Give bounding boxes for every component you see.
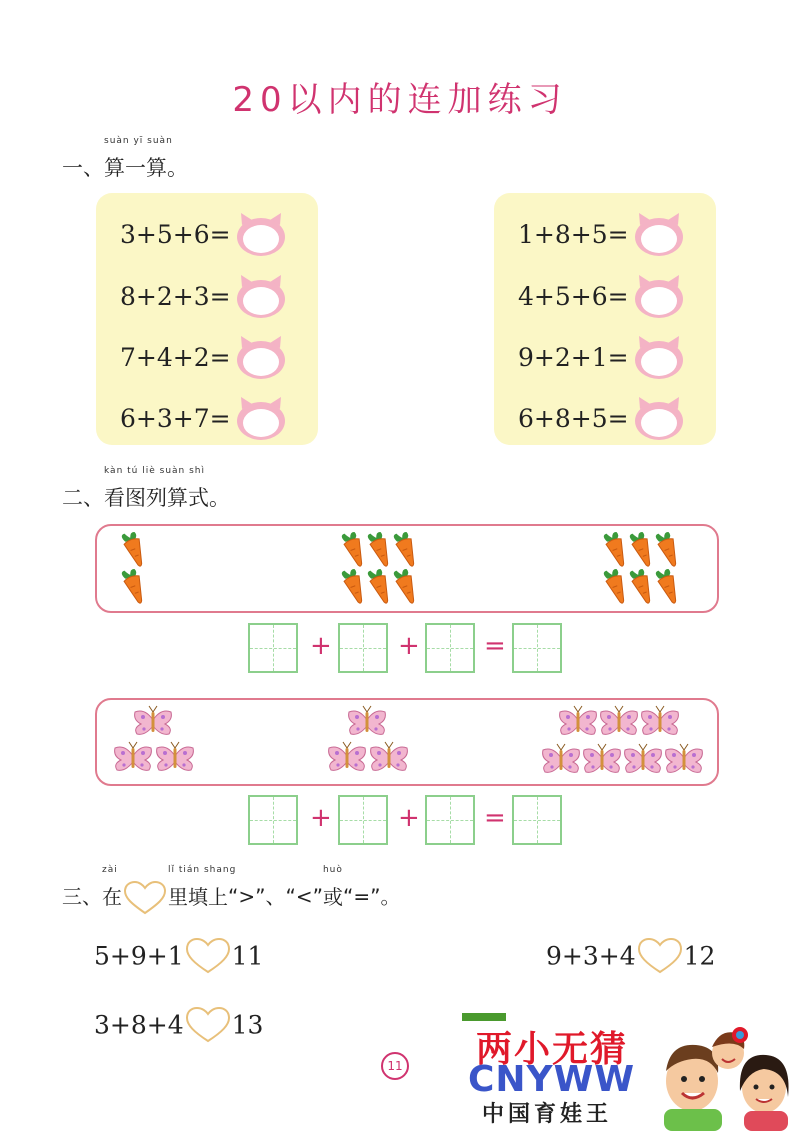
- equation-row: [120, 211, 287, 257]
- cat-answer-bubble-icon[interactable]: [235, 273, 287, 319]
- answer-row-2: [248, 795, 568, 847]
- section1-header: [62, 136, 188, 182]
- worksheet-title: 20以内的连加练习: [232, 80, 568, 120]
- equation-row: [120, 273, 287, 319]
- carrot-icon: [367, 566, 394, 605]
- section2-text: 看图列算式。: [104, 486, 230, 510]
- heart-answer-icon[interactable]: [184, 937, 232, 975]
- section3-header: [62, 864, 401, 916]
- comparison-expression: 5+9+1: [94, 941, 184, 971]
- carrot-icon: [393, 566, 420, 605]
- butterfly-icon: [115, 742, 152, 770]
- comparison-row: [546, 937, 715, 975]
- cat-answer-bubble-icon[interactable]: [633, 334, 685, 380]
- right-equation-panel: [494, 193, 716, 445]
- carrot-picture: [97, 526, 717, 611]
- section3-options: “>”、“<”: [228, 884, 323, 909]
- cat-answer-bubble-icon[interactable]: [633, 211, 685, 257]
- plus-sign: +: [310, 803, 332, 833]
- section3-pre-ruby: [102, 864, 122, 910]
- section2-ruby: [104, 466, 230, 512]
- answer-row-1: [248, 623, 568, 675]
- section1-label: 一、: [62, 156, 104, 180]
- page-number: 11: [381, 1052, 409, 1080]
- cat-answer-bubble-icon[interactable]: [235, 395, 287, 441]
- cat-answer-bubble-icon[interactable]: [633, 273, 685, 319]
- butterfly-icon: [666, 744, 703, 772]
- plus-sign: +: [398, 803, 420, 833]
- answer-grid-box[interactable]: [338, 795, 388, 845]
- equation-text: 6+8+5=: [518, 403, 629, 433]
- butterfly-icon: [584, 744, 621, 772]
- comparison-value: 13: [231, 1010, 264, 1040]
- equation-row: [518, 334, 685, 380]
- equals-sign: =: [484, 631, 506, 661]
- carrot-icon: [629, 566, 656, 605]
- carrot-icon: [655, 529, 682, 568]
- section3-post: 里填上: [168, 884, 228, 909]
- section1-ruby: [104, 136, 188, 182]
- butterfly-icon: [560, 706, 597, 734]
- butterfly-icon: [157, 742, 194, 770]
- butterfly-icon: [371, 742, 408, 770]
- comparison-value: 11: [231, 941, 264, 971]
- answer-grid-box[interactable]: [425, 795, 475, 845]
- equation-row: [120, 395, 287, 441]
- carrot-icon: [341, 529, 368, 568]
- carrot-icon: [367, 529, 394, 568]
- section2-label: 二、: [62, 486, 104, 510]
- plus-sign: +: [398, 631, 420, 661]
- answer-grid-box[interactable]: [248, 623, 298, 673]
- answer-grid-box[interactable]: [248, 795, 298, 845]
- butterfly-picture: [97, 700, 717, 784]
- butterfly-icon: [349, 706, 386, 734]
- answer-grid-box[interactable]: [425, 623, 475, 673]
- section1-text: 算一算。: [104, 156, 188, 180]
- carrot-icon: [393, 529, 420, 568]
- section3-post-ruby: [168, 864, 237, 910]
- watermark-name: 两小无猜: [476, 1029, 629, 1070]
- carrot-icon: [655, 566, 682, 605]
- carrot-icon: [121, 566, 148, 605]
- answer-grid-box[interactable]: [512, 795, 562, 845]
- carrot-icon: [121, 529, 148, 568]
- section3-or-pinyin: huò: [322, 864, 343, 875]
- plus-sign: +: [310, 631, 332, 661]
- comparison-row: [94, 1006, 263, 1044]
- butterfly-icon: [135, 706, 172, 734]
- equation-text: 1+8+5=: [518, 219, 629, 249]
- equation-text: 3+5+6=: [120, 219, 231, 249]
- equation-row: [120, 334, 287, 380]
- family-mascot-icon: [640, 1013, 800, 1131]
- comparison-expression: 3+8+4: [94, 1010, 184, 1040]
- cat-answer-bubble-icon[interactable]: [235, 211, 287, 257]
- cat-answer-bubble-icon[interactable]: [235, 334, 287, 380]
- section3-pre-pinyin: zài: [102, 864, 118, 875]
- carrot-icon: [629, 529, 656, 568]
- comparison-row: [94, 937, 263, 975]
- equals-sign: =: [484, 803, 506, 833]
- answer-grid-box[interactable]: [512, 623, 562, 673]
- butterfly-icon: [329, 742, 366, 770]
- answer-grid-box[interactable]: [338, 623, 388, 673]
- cat-answer-bubble-icon[interactable]: [633, 395, 685, 441]
- watermark: [462, 1013, 800, 1131]
- butterfly-icon: [642, 706, 679, 734]
- section1-pinyin: suàn yī suàn: [104, 136, 173, 146]
- section3-or: 或: [322, 884, 343, 909]
- equation-text: 7+4+2=: [120, 342, 231, 372]
- carrot-icon: [603, 529, 630, 568]
- section2-pinyin: kàn tú liè suàn shì: [104, 466, 205, 476]
- watermark-bar: [462, 1013, 506, 1021]
- section3-last: “=”。: [342, 884, 401, 909]
- carrot-picture-box: [95, 524, 719, 613]
- butterfly-icon: [625, 744, 662, 772]
- butterfly-icon: [601, 706, 638, 734]
- comparison-expression: 9+3+4: [546, 941, 636, 971]
- butterfly-icon: [543, 744, 580, 772]
- section3-pre: 在: [102, 884, 122, 909]
- carrot-icon: [341, 566, 368, 605]
- heart-outline-icon: [122, 880, 168, 916]
- equation-text: 8+2+3=: [120, 281, 231, 311]
- section2-header: [62, 466, 230, 512]
- carrot-icon: [603, 566, 630, 605]
- section3-post-pinyin: lǐ tián shang: [168, 864, 237, 875]
- watermark-org: 中国育娃王: [482, 1102, 613, 1127]
- equation-text: 4+5+6=: [518, 281, 629, 311]
- equation-text: 9+2+1=: [518, 342, 629, 372]
- heart-answer-icon[interactable]: [184, 1006, 232, 1044]
- left-equation-panel: [96, 193, 318, 445]
- comparison-value: 12: [683, 941, 716, 971]
- heart-answer-icon[interactable]: [636, 937, 684, 975]
- equation-text: 6+3+7=: [120, 403, 231, 433]
- equation-row: [518, 211, 685, 257]
- equation-row: [518, 273, 685, 319]
- section3-or-ruby: [322, 864, 343, 910]
- watermark-site: CNYWW: [468, 1059, 636, 1100]
- section3-label: 三、: [62, 884, 102, 909]
- equation-row: [518, 395, 685, 441]
- butterfly-picture-box: [95, 698, 719, 786]
